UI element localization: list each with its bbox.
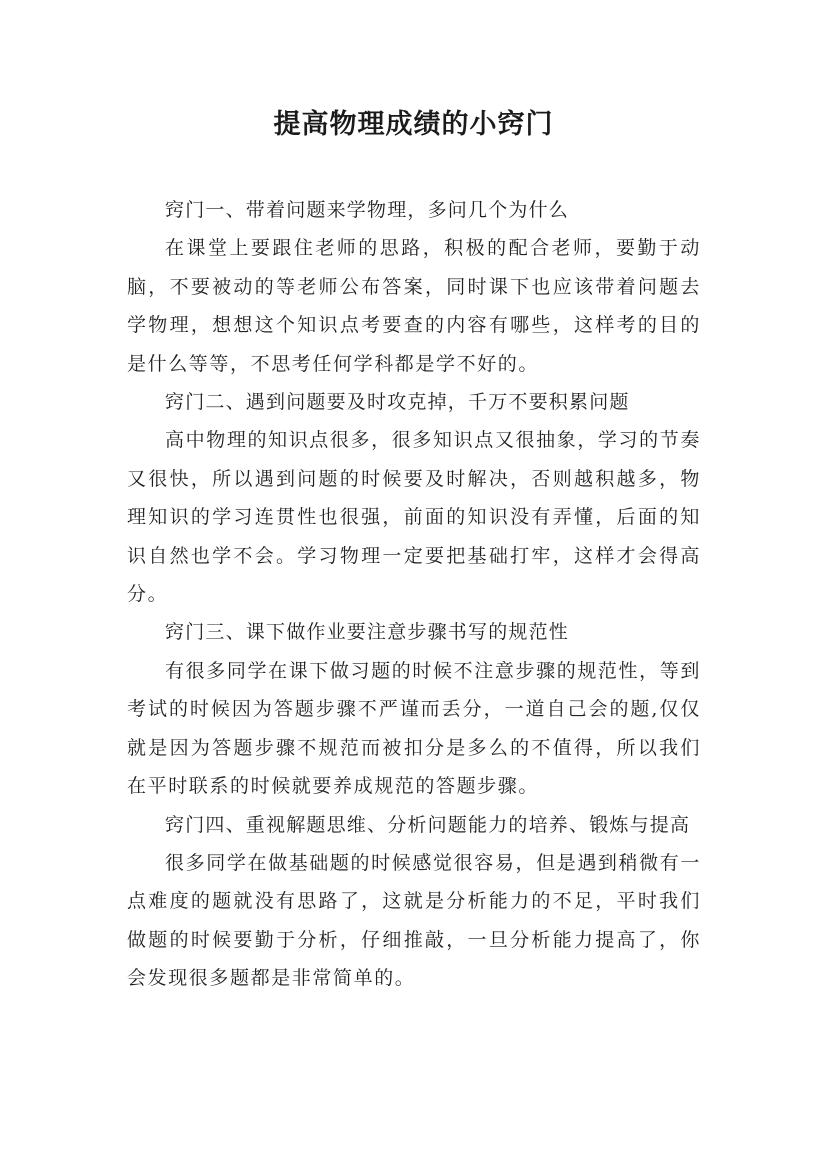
document-title: 提高物理成绩的小窍门	[273, 109, 554, 140]
section-4-body: 很多同学在做基础题的时候感觉很容易，但是遇到稍微有一点难度的题就没有思路了，这就是分析能力的不足，平时我们做题的时候要勤于分析，仔细推敲，一旦分析能力提高了，你会发现很多题都是非常简单的。	[127, 851, 701, 990]
section-4-heading: 窍门四、重视解题思维、分析问题能力的培养、锻炼与提高	[165, 813, 691, 836]
section-1-body: 在课堂上要跟住老师的思路，积极的配合老师，要勤于动脑，不要被动的等老师公布答案，同时课下也应该带着问题去学物理，想想这个知识点考要查的内容有哪些，这样考的目的是什么等等，不思考任何学科都是学不好的。	[127, 237, 701, 375]
section-2-heading: 窍门二、遇到问题要及时攻克掉，千万不要积累问题	[165, 391, 630, 414]
section-1-heading: 窍门一、带着问题来学物理，多问几个为什么	[165, 199, 570, 221]
section-3-heading: 窍门三、课下做作业要注意步骤书写的规范性	[165, 621, 570, 644]
document-body	[127, 191, 701, 998]
section-2-body: 高中物理的知识点很多，很多知识点又很抽象，学习的节奏又很快，所以遇到问题的时候要及时解决，否则越积越多，物理知识的学习连贯性也很强，前面的知识没有弄懂，后面的知识自然也学不会。学习物理一定要把基础打牢，这样才会得高分。	[127, 429, 701, 606]
section-3-body: 有很多同学在课下做习题的时候不注意步骤的规范性，等到考试的时候因为答题步骤不严谨而丢分，一道自己会的题,仅仅就是因为答题步骤不规范而被扣分是多么的不值得，所以我们在平时联系的时候就要养成规范的答题步骤。	[127, 659, 701, 798]
